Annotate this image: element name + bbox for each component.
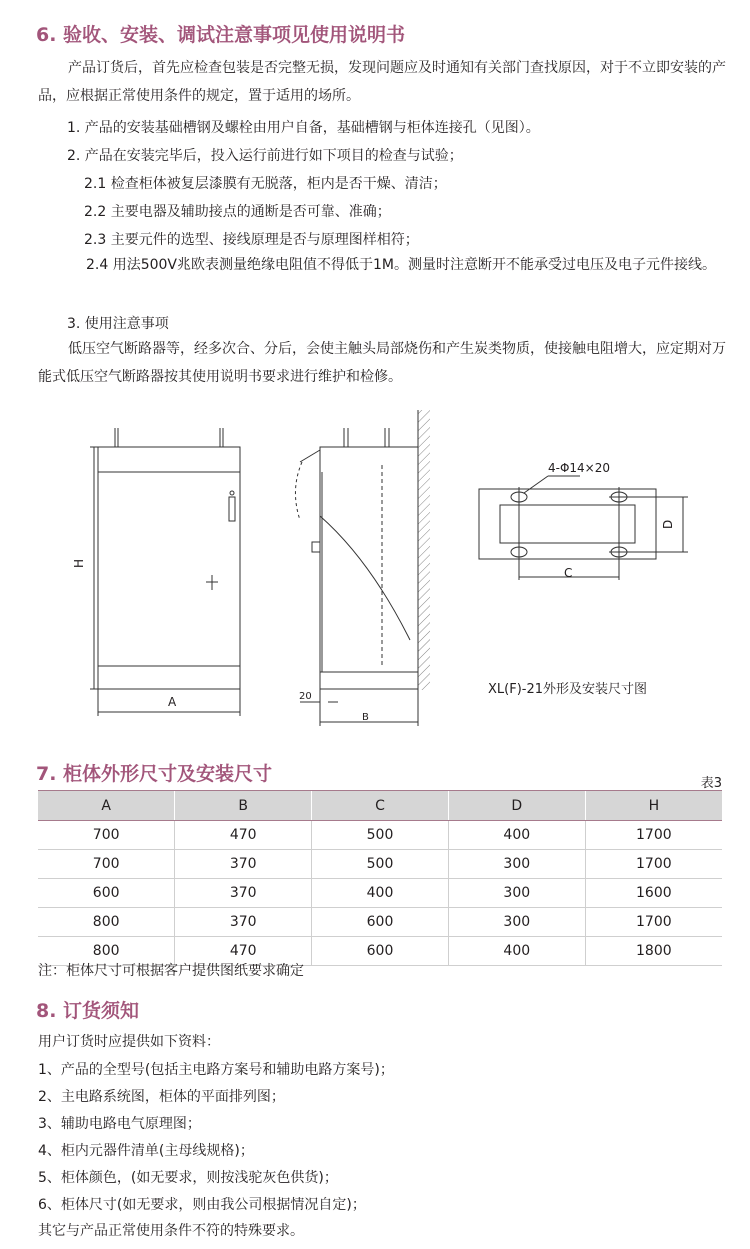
dimensions-table [38,790,722,966]
order-line-0: 用户订货时应提供如下资料： [38,1034,220,1050]
table-cell: 300 [448,908,585,937]
table-note: 注：柜体尺寸可根据客户提供图纸要求确定 [38,963,304,979]
section-6-item-2: 2. 产品在安装完毕后，投入运行前进行如下项目的检查与试验； [67,148,463,164]
table-cell: 700 [38,850,175,879]
section-6-item-2-2: 2.2 主要电器及辅助接点的通断是否可靠、准确； [84,204,391,220]
drawing-caption: XL(F)-21外形及安装尺寸图 [488,682,648,697]
table-row [38,821,722,850]
table-row [38,850,722,879]
table-cell: 500 [312,821,449,850]
table-cell: 700 [38,821,175,850]
front-view [90,428,240,716]
table-cell: 600 [312,937,449,966]
section-6-item-3: 3. 使用注意事项 [67,316,169,332]
dimension-label-h: H [72,558,86,568]
table-cell: 370 [175,879,312,908]
table-cell: 800 [38,908,175,937]
table-cell: 470 [175,937,312,966]
dimension-label-c: C [564,566,573,580]
order-line-4: 4、柜内元器件清单(主母线规格)； [38,1143,254,1159]
order-line-1: 1、产品的全型号(包括主电路方案号和辅助电路方案号)； [38,1062,394,1078]
table-cell: 400 [448,937,585,966]
table-cell: 300 [448,850,585,879]
column-header-h: H [585,791,722,821]
section-6-intro: 产品订货后，首先应检查包装是否完整无损，发现问题应及时通知有关部门查找原因，对于不立即安装的产品，应根据正常使用条件的规定，置于适用的场所。 [38,60,726,104]
order-line-2: 2、主电路系统图，柜体的平面排列图； [38,1089,285,1105]
section-6-item-2-3: 2.3 主要元件的选型、接线原理是否与原理图样相符； [84,232,419,248]
table-cell: 800 [38,937,175,966]
table-label: 表3 [700,776,722,791]
order-line-5: 5、柜体颜色，(如无要求，则按浅驼灰色供货)； [38,1170,338,1186]
table-cell: 400 [448,821,585,850]
section-6-item-2-4: 2.4 用法500V兆欧表测量绝缘电阻值不得低于1M。测量时注意断开不能承受过电压及电子元件接线。 [86,257,716,273]
table-cell: 1800 [585,937,722,966]
table-cell: 470 [175,821,312,850]
order-line-7: 其它与产品正常使用条件不符的特殊要求。 [38,1223,304,1239]
table-header-row [38,791,722,821]
section-6-item-1: 1. 产品的安装基础槽钢及螺栓由用户自备，基础槽钢与柜体连接孔（见图）。 [67,120,540,136]
dimension-label-b: B [362,712,369,723]
dimension-label-d: D [661,519,675,529]
table-row [38,879,722,908]
dimension-label-20: 20 [299,691,312,702]
order-line-6: 6、柜体尺寸(如无要求，则由我公司根据情况自定)； [38,1197,366,1213]
table-cell: 500 [312,850,449,879]
table-cell: 600 [38,879,175,908]
base-plan-view [479,476,688,580]
section-6-item-3-text: 低压空气断路器等，经多次合、分后，会使主触头局部烧伤和产生炭类物质，使接触电阻增大，应定期对万能式低压空气断路器按其使用说明书要求进行维护和检修。 [38,341,726,385]
column-header-b: B [175,791,312,821]
table-cell: 1700 [585,821,722,850]
table-cell: 1700 [585,850,722,879]
table-cell: 1600 [585,879,722,908]
section-7-title: 7. 柜体外形尺寸及安装尺寸 [36,763,273,785]
table-cell: 370 [175,908,312,937]
table-cell: 600 [312,908,449,937]
table-cell: 370 [175,850,312,879]
side-view [295,410,430,726]
table-cell: 400 [312,879,449,908]
order-line-3: 3、辅助电路电气原理图； [38,1116,201,1132]
column-header-c: C [312,791,449,821]
section-8-title: 8. 订货须知 [36,1000,140,1022]
section-6-title: 6. 验收、安装、调试注意事项见使用说明书 [36,24,406,46]
cabinet-dimension-drawing [0,400,750,740]
mounting-holes-label: 4-Φ14×20 [548,461,611,475]
table-cell: 1700 [585,908,722,937]
table-row [38,908,722,937]
dimension-label-a: A [168,695,177,709]
table-cell: 300 [448,879,585,908]
column-header-d: D [448,791,585,821]
column-header-a: A [38,791,175,821]
section-6-item-2-1: 2.1 检查柜体被复层漆膜有无脱落，柜内是否干燥、清洁； [84,176,447,192]
